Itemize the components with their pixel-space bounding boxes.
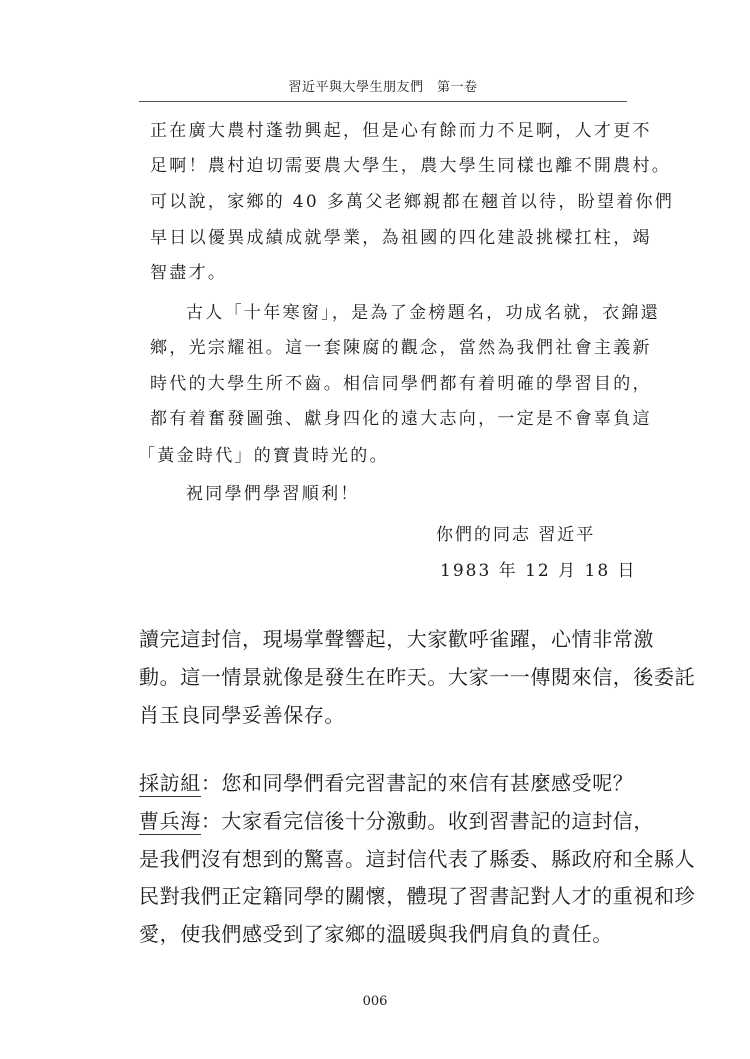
- letter-line: 「黃金時代」的寶貴時光的。: [138, 446, 389, 466]
- letter-line: 智盡才。: [150, 263, 228, 283]
- narrative-line: 讀完這封信，現場掌聲響起，大家歡呼雀躍，心情非常激: [139, 627, 654, 651]
- answer-line: 民對我們正定籍同學的關懷，體現了習書記對人才的重視和珍: [139, 884, 696, 908]
- letter-line: 古人「十年寒窗」，是為了金榜題名，功成名就，衣錦還: [186, 303, 660, 323]
- letter-line: 鄉，光宗耀祖。這一套陳腐的觀念，當然為我們社會主義新: [150, 338, 652, 358]
- letter-closing: 祝同學們學習順利！: [186, 484, 360, 504]
- answer-text: ：大家看完信後十分激動。收到習書記的這封信，: [200, 809, 655, 833]
- question-text: ：您和同學們看完習書記的來信有甚麼感受呢？: [200, 771, 634, 795]
- letter-line: 可以說，家鄉的 40 多萬父老鄉親都在翹首以待，盼望着你們: [150, 192, 675, 212]
- answer-line: 愛，使我們感受到了家鄉的溫暖與我們肩負的責任。: [139, 922, 613, 946]
- running-header: 習近平與大學生朋友們 第一卷: [288, 80, 478, 95]
- page-number: 006: [362, 994, 388, 1009]
- header-divider: [139, 101, 627, 102]
- answer-line: 是我們沒有想到的驚喜。這封信代表了縣委、縣政府和全縣人: [139, 847, 696, 871]
- letter-line: 足啊！農村迫切需要農大學生，農大學生同樣也離不開農村。: [150, 156, 672, 176]
- narrative-line: 動。這一情景就像是發生在昨天。大家一一傳閱來信，後委託: [139, 665, 696, 689]
- letter-signature: 你們的同志 習近平: [436, 525, 596, 545]
- letter-line: 都有着奮發圖強、獻身四化的遠大志向，一定是不會辜負這: [150, 409, 652, 429]
- speaker-label: 曹兵海: [139, 809, 201, 833]
- narrative-line: 肖玉良同學妥善保存。: [139, 703, 345, 727]
- letter-line: 早日以優異成績成就學業，為祖國的四化建設挑樑扛柱，竭: [150, 228, 652, 248]
- speaker-label: 採訪組: [139, 771, 201, 795]
- letter-line: 正在廣大農村蓬勃興起，但是心有餘而力不足啊，人才更不: [150, 121, 652, 141]
- interview-question: [139, 770, 639, 796]
- interview-answer: [139, 808, 655, 834]
- letter-line: 時代的大學生所不齒。相信同學們都有着明確的學習目的，: [150, 374, 652, 394]
- letter-date: 1983 年 12 月 18 日: [440, 561, 637, 581]
